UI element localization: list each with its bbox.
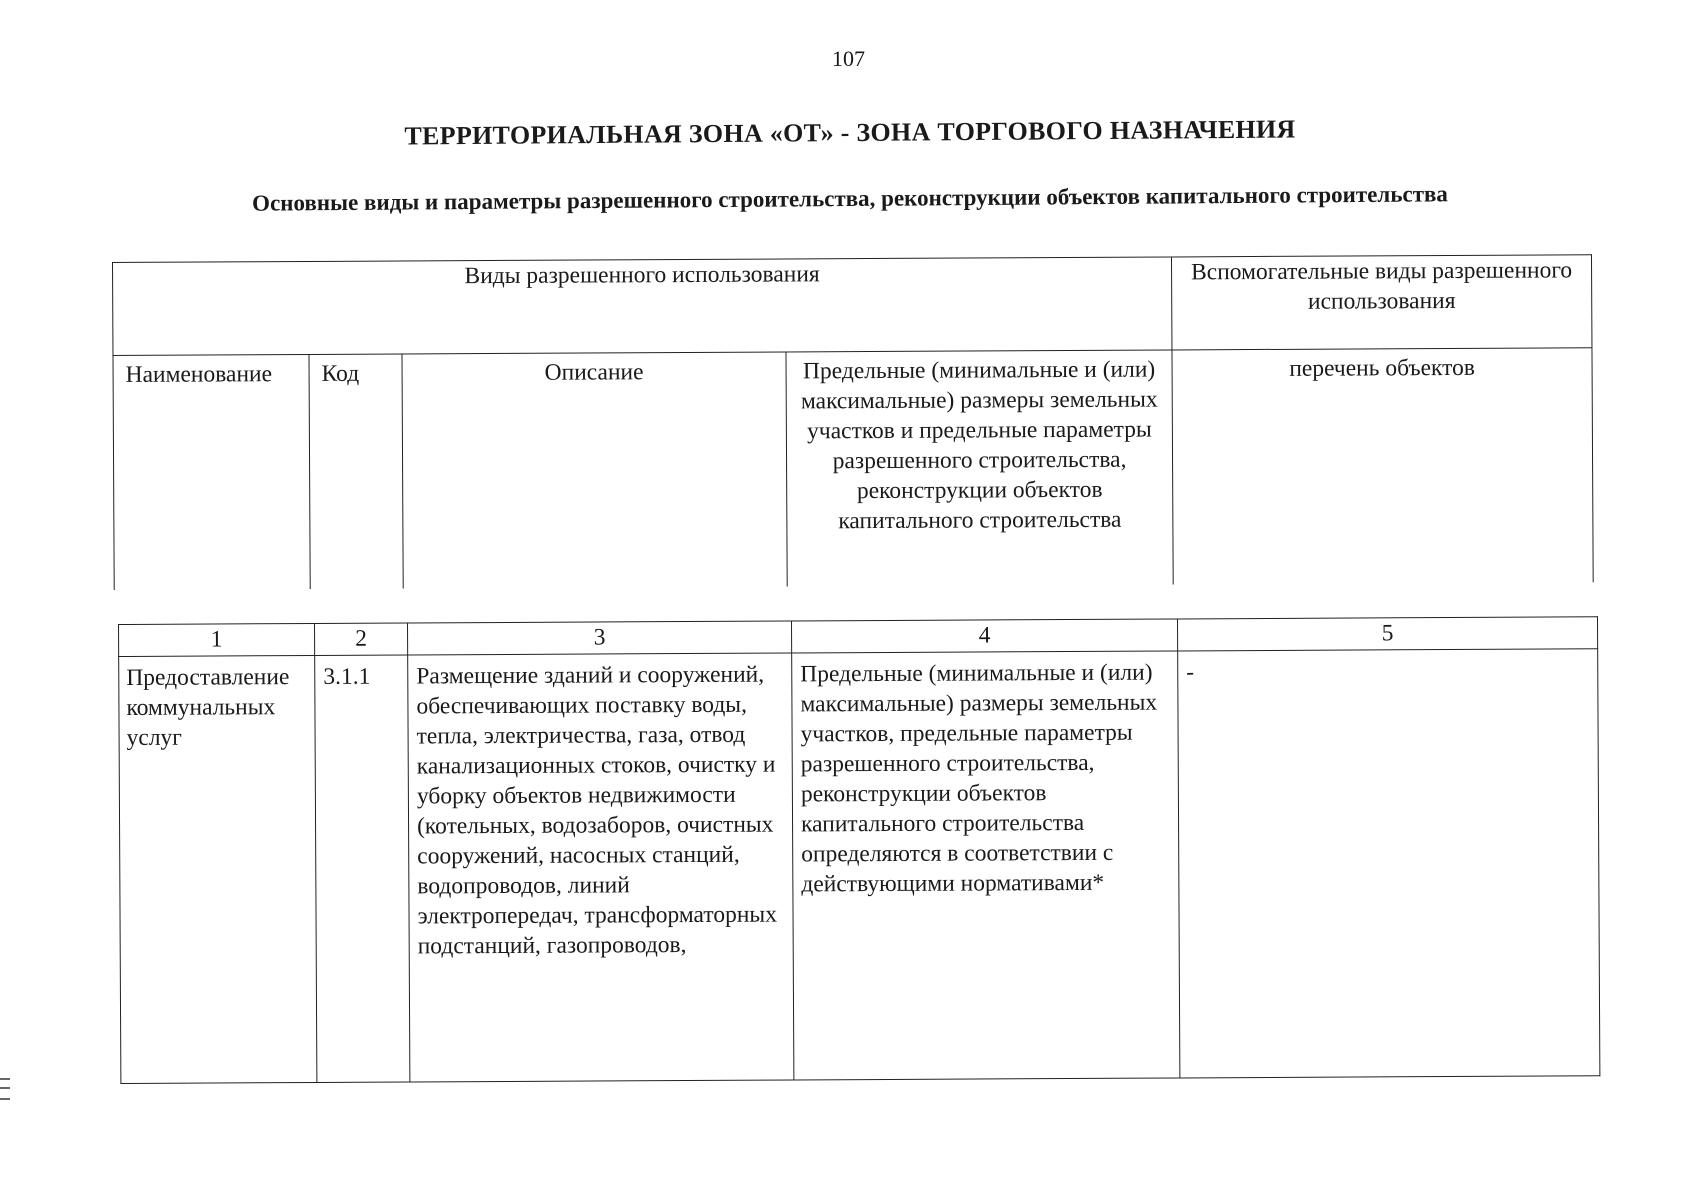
column-number: 1 <box>119 623 315 656</box>
row-aux: - <box>1178 649 1600 1078</box>
row-parameters: Предельные (минимальные и (или) максимальные) размеры земельных участков, предельные параметры разрешенного строительства, реконструкции объектов капитального строительства определяются в соответствии с действующими нормативами* <box>792 651 1180 1080</box>
scan-margin-mark <box>0 1078 10 1100</box>
header-column-row <box>113 348 1593 590</box>
header-col-description: Описание <box>402 352 787 589</box>
header-group-main: Виды разрешенного использования <box>113 257 1173 356</box>
column-number: 2 <box>314 623 407 655</box>
data-table <box>118 616 1600 1084</box>
row-description: Размещение зданий и сооружений, обеспечивающих поставку воды, тепла, электричества, газа, отвод канализационных стоков, очистку и уборку объектов недвижимости (котельных, водозаборов, очистных сооружений, насосных станций, водопроводов, линий электропередач, трансформаторных подстанций, газопроводов, <box>408 653 794 1082</box>
column-number: 5 <box>1177 617 1597 651</box>
header-col-aux-list: перечень объектов <box>1172 348 1593 585</box>
header-group-row <box>113 255 1593 356</box>
column-number: 3 <box>407 621 791 655</box>
header-group-aux: Вспомогательные виды разрешенного использования <box>1172 255 1592 350</box>
page-number: 107 <box>832 46 865 71</box>
column-number: 4 <box>791 619 1177 653</box>
row-code: 3.1.1 <box>315 655 410 1082</box>
table-row <box>119 649 1600 1084</box>
header-col-code: Код <box>309 354 403 589</box>
section-subtitle: Основные виды и параметры разрешенного строительства, реконструкции объектов капитального строительства <box>252 181 1448 216</box>
header-table <box>112 254 1594 590</box>
row-name: Предоставление коммунальных услуг <box>119 655 317 1083</box>
zone-title: ТЕРРИТОРИАЛЬНАЯ ЗОНА «ОТ» - ЗОНА ТОРГОВОГО НАЗНАЧЕНИЯ <box>404 114 1296 151</box>
header-col-name: Наименование <box>113 354 310 590</box>
header-col-parameters: Предельные (минимальные и (или) максимальные) размеры земельных участков и предельные параметры разрешенного строительства, реконструкции объектов капитального строительства <box>786 350 1173 587</box>
